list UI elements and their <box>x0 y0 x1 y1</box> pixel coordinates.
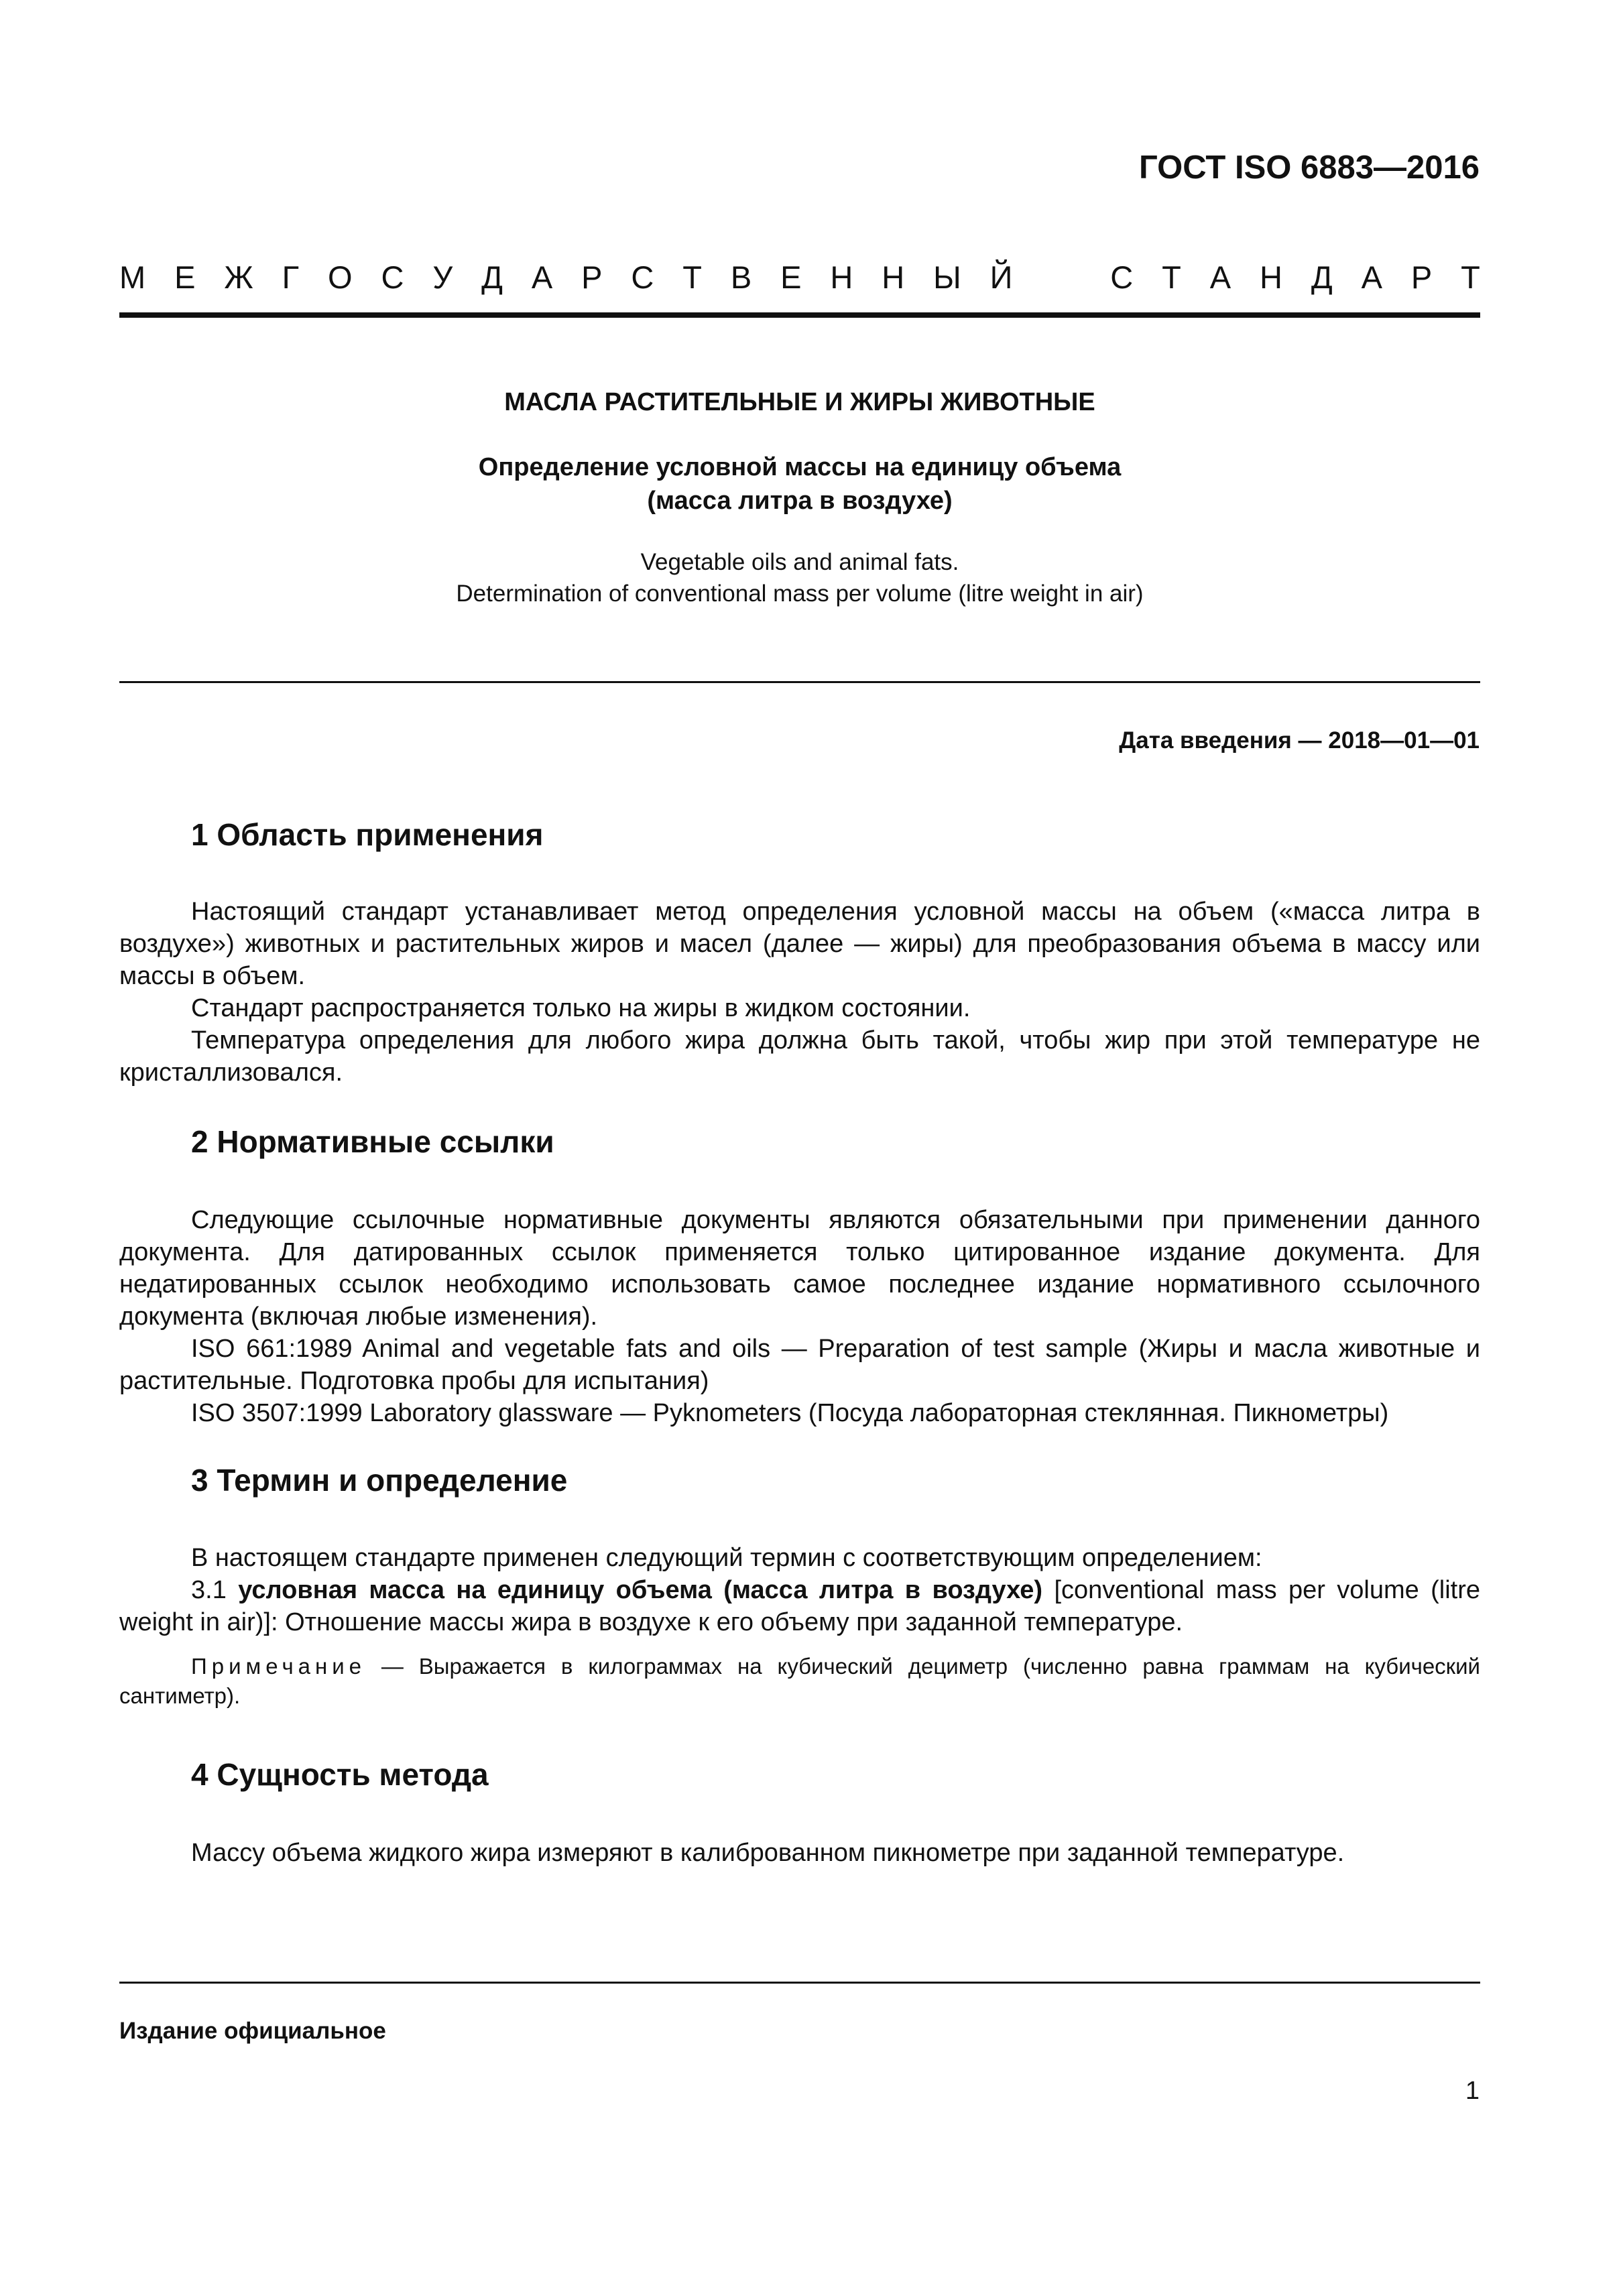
document-subtitle <box>119 450 1480 518</box>
banner-letter: В <box>730 259 752 295</box>
subtitle-line: (масса литра в воздухе) <box>647 487 953 515</box>
banner-letter: С <box>381 259 404 295</box>
banner-letter: Ж <box>224 259 253 295</box>
banner-letter: Т <box>682 259 702 295</box>
section-heading: 4 Сущность метода <box>191 1757 489 1792</box>
paragraph: Массу объема жидкого жира измеряют в калиброванном пикнометре при заданной температуре. <box>191 1839 1345 1867</box>
banner-letter: Н <box>1259 259 1282 295</box>
banner-letter: С <box>1110 259 1134 295</box>
banner-letter: Н <box>882 259 905 295</box>
term-name: условная масса на единицу объема (масса литра в воздухе) <box>238 1576 1043 1604</box>
header-divider <box>119 312 1480 318</box>
standard-number: ГОСТ ISO 6883—2016 <box>1139 149 1480 186</box>
banner-letter: Д <box>481 259 503 295</box>
interstate-standard-banner <box>119 257 1480 297</box>
banner-letter: А <box>1209 259 1231 295</box>
banner-letter: Н <box>830 259 853 295</box>
page-number: 1 <box>1465 2077 1480 2105</box>
paragraph: Температура определения для любого жира должна быть такой, чтобы жир при этой температуре не кристаллизовался. <box>119 1026 1480 1087</box>
section-body <box>119 1204 1480 1429</box>
section-heading: 3 Термин и определение <box>191 1463 568 1498</box>
term-number: 3.1 <box>191 1576 227 1604</box>
english-title-line: Determination of conventional mass per volume (litre weight in air) <box>456 581 1144 607</box>
paragraph: Стандарт распространяется только на жиры в жидком состоянии. <box>191 994 971 1022</box>
official-edition-label: Издание официальное <box>119 2018 386 2044</box>
paragraph: Настоящий стандарт устанавливает метод определения условной массы на объем («масса литра в воздухе») животных и растительных жиров и масел (далее — жиры) для преобразования объема в массу или массы в объем. <box>119 898 1480 990</box>
banner-letter: С <box>631 259 654 295</box>
banner-letter: Й <box>989 259 1013 295</box>
english-title-line: Vegetable oils and animal fats. <box>640 549 959 575</box>
paragraph: В настоящем стандарте применен следующий термин с соответствующим определением: <box>191 1544 1262 1572</box>
banner-letter: М <box>119 259 146 295</box>
subtitle-line: Определение условной массы на единицу объема <box>478 453 1122 481</box>
banner-letter: А <box>531 259 553 295</box>
section-body <box>119 896 1480 1089</box>
term-definition <box>119 1574 1480 1638</box>
banner-letter: Г <box>282 259 300 295</box>
footer-divider <box>119 1982 1480 1984</box>
paragraph: ISO 661:1989 Animal and vegetable fats and oils — Preparation of test sample (Жиры и масла животные и растительные. Подготовка пробы для испытания) <box>119 1335 1480 1395</box>
banner-letter: О <box>328 259 353 295</box>
banner-letter: Ы <box>933 259 961 295</box>
note-text: — Выражается в килограммах на кубический дециметр (численно равна граммам на кубический сантиметр). <box>119 1654 1480 1708</box>
banner-letter: Р <box>1410 259 1433 295</box>
english-title <box>119 546 1480 609</box>
section-heading: 2 Нормативные ссылки <box>191 1124 554 1159</box>
note <box>119 1652 1480 1711</box>
term-rest: [conventional mass per volume (litre weight in air)]: Отношение массы жира в воздухе к его объему при заданной температуре. <box>119 1576 1481 1636</box>
banner-letter: А <box>1361 259 1382 295</box>
banner-letter: Т <box>1162 259 1181 295</box>
title-divider <box>119 681 1480 683</box>
note-label: Примечание <box>191 1654 367 1679</box>
banner-letter: Е <box>780 259 802 295</box>
section-body <box>119 1837 1480 1869</box>
section-body <box>119 1542 1480 1638</box>
section-heading: 1 Область применения <box>191 817 544 852</box>
paragraph: Следующие ссылочные нормативные документы являются обязательными при применении данного документа. Для датированных ссылок применяется только цитированное издание документа. Для недатированных ссылок необходимо использовать самое последнее издание нормативного ссылочного документа (включая любые изменения). <box>119 1206 1480 1331</box>
banner-letter: Е <box>174 259 196 295</box>
paragraph: ISO 3507:1999 Laboratory glassware — Pyknometers (Посуда лабораторная стеклянная. Пикнометры) <box>191 1399 1389 1427</box>
effective-date: Дата введения — 2018—01—01 <box>1119 727 1480 753</box>
banner-letter: Р <box>581 259 603 295</box>
banner-letter: У <box>432 259 453 295</box>
banner-letter: Т <box>1461 259 1480 295</box>
banner-letter: Д <box>1311 259 1333 295</box>
document-title: МАСЛА РАСТИТЕЛЬНЫЕ И ЖИРЫ ЖИВОТНЫЕ <box>504 388 1095 416</box>
